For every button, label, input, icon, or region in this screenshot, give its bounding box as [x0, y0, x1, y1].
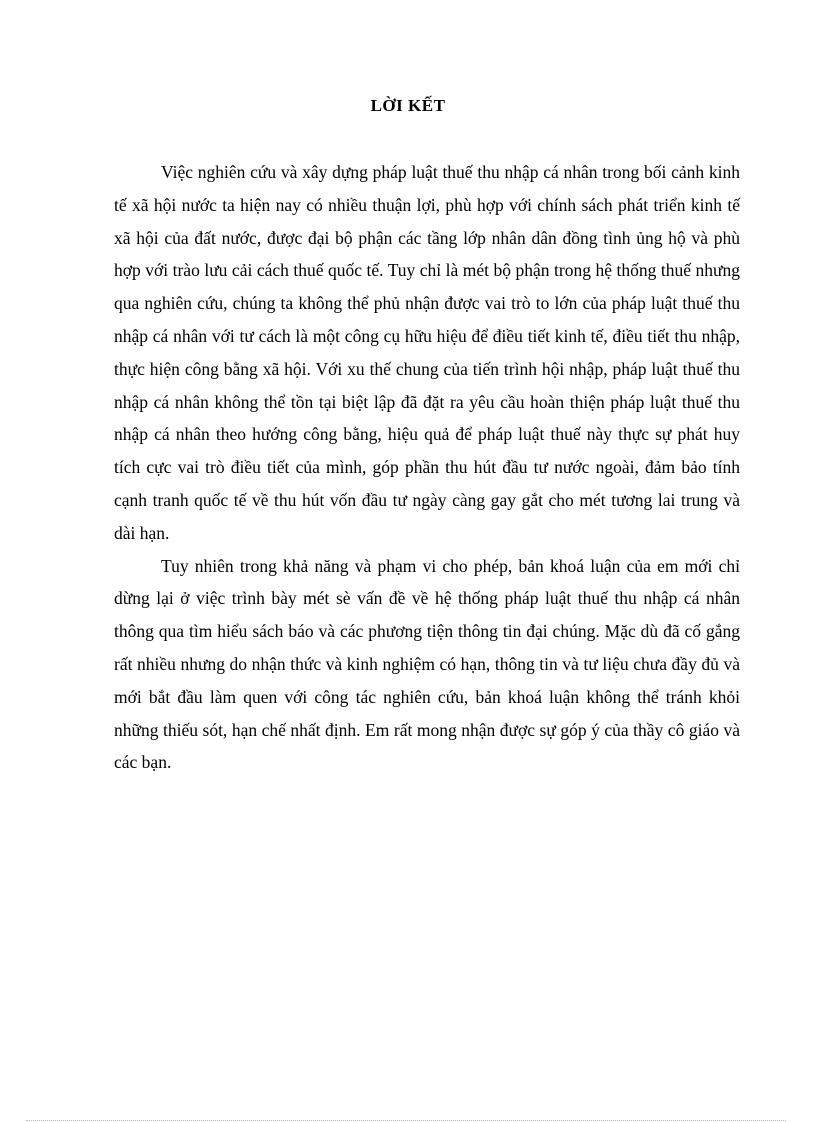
page-bottom-divider [26, 1120, 786, 1121]
document-body [114, 156, 740, 779]
paragraph-2: Tuy nhiên trong khả năng và phạm vi cho phép, bản khoá luận của em mới chỉ dừng lại ở việc trình bày mét sè vấn đề về hệ thống pháp luật thuế thu nhập cá nhân thông qua tìm hiểu sách báo và các phương tiện thông tin đại chúng. Mặc dù đã cố gắng rất nhiều nhưng do nhận thức và kinh nghiệm có hạn, thông tin và tư liệu chưa đầy đủ và mới bắt đầu làm quen với công tác nghiên cứu, bản khoá luận không thể tránh khỏi những thiếu sót, hạn chế nhất định. Em rất mong nhận được sự góp ý của thầy cô giáo và các bạn. [114, 555, 740, 773]
paragraph-1: Việc nghiên cứu và xây dựng pháp luật thuế thu nhập cá nhân trong bối cảnh kinh tế xã hội nước ta hiện nay có nhiều thuận lợi, phù hợp với chính sách phát triển kinh tế xã hội của đất nước, được đại bộ phận các tầng lớp nhân dân đồng tình ủng hộ và phù hợp với trào lưu cải cách thuế quốc tế. Tuy chỉ là mét bộ phận trong hệ thống thuế nhưng qua nghiên cứu, chúng ta không thể phủ nhận được vai trò to lớn của pháp luật thuế thu nhập cá nhân với tư cách là một công cụ hữu hiệu để điều tiết kinh tế, điều tiết thu nhập, thực hiện công bằng xã hội. Với xu thế chung của tiến trình hội nhập, pháp luật thuế thu nhập cá nhân không thể tồn tại biệt lập đã đặt ra yêu cầu hoàn thiện pháp luật thuế thu nhập cá nhân theo hướng công bằng, hiệu quả để pháp luật thuế này thực sự phát huy tích cực vai trò điều tiết của mình, góp phần thu hút đầu tư nước ngoài, đảm bảo tính cạnh tranh quốc tế về thu hút vốn đầu tư ngày càng gay gắt cho mét tương lai trung và dài hạn. [114, 162, 740, 543]
page-title: LỜI KẾT [370, 96, 446, 115]
